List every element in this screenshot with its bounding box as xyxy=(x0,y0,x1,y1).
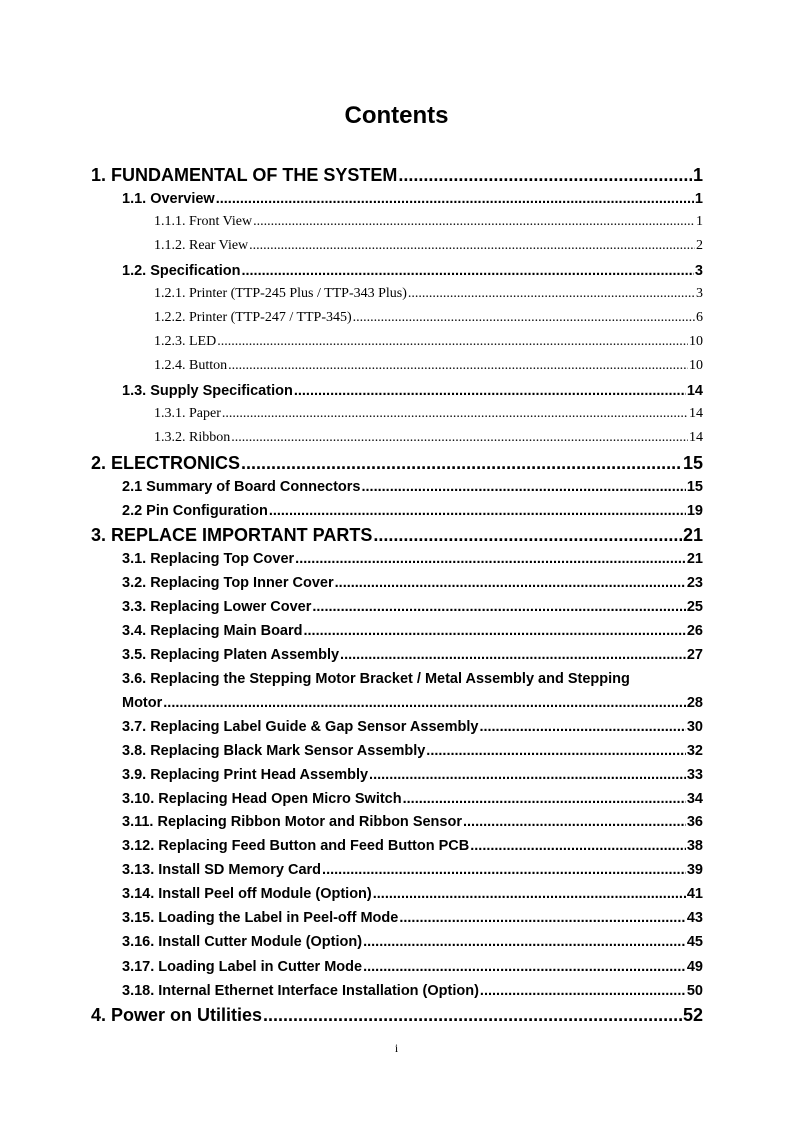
toc-entry-label: 3.13. Install SD Memory Card xyxy=(122,862,322,878)
toc-entry-page: 14 xyxy=(689,430,703,445)
toc-entry-subsection-1-1-1[interactable] xyxy=(154,212,703,232)
toc-entry-subsection-1-3-2[interactable] xyxy=(154,428,703,448)
toc-entry-section-3-3[interactable] xyxy=(122,597,703,617)
toc-entry-label: 1.1.2. Rear View xyxy=(154,238,249,253)
toc-entry-page: 3 xyxy=(694,263,703,279)
toc-entry-section-3-10[interactable] xyxy=(122,789,703,809)
toc-entry-page: 21 xyxy=(686,551,703,567)
toc-entry-section-3-1[interactable] xyxy=(122,549,703,569)
toc-entry-section-1-2[interactable] xyxy=(122,261,703,281)
toc-entry-subsection-1-3-1[interactable] xyxy=(154,404,703,424)
toc-entry-label: 3.6. Replacing the Stepping Motor Bracket / Metal Assembly and Stepping xyxy=(122,671,630,687)
toc-entry-label: 1.2.4. Button xyxy=(154,358,228,373)
toc-entry-label: 1. FUNDAMENTAL OF THE SYSTEM xyxy=(91,165,398,185)
toc-entry-page: 25 xyxy=(686,599,703,615)
toc-entry-label: 3.9. Replacing Print Head Assembly xyxy=(122,767,369,783)
toc-entry-section-3-16[interactable] xyxy=(122,932,703,952)
toc-entry-label: 3.4. Replacing Main Board xyxy=(122,623,303,639)
toc-entry-section-1-3[interactable] xyxy=(122,381,703,401)
toc-entry-section-3-4[interactable] xyxy=(122,621,703,641)
toc-entry-chapter-2[interactable] xyxy=(91,452,703,474)
toc-entry-section-3-6-line1[interactable] xyxy=(122,669,630,689)
dot-leader xyxy=(479,717,685,737)
toc-entry-section-3-13[interactable] xyxy=(122,860,703,880)
toc-entry-page: 27 xyxy=(686,647,703,663)
dot-leader xyxy=(217,332,688,352)
dot-leader xyxy=(216,189,694,209)
toc-entry-page: 34 xyxy=(686,791,703,807)
dot-leader xyxy=(369,765,686,785)
dot-leader xyxy=(480,981,686,1001)
toc-entry-page: 26 xyxy=(686,623,703,639)
dot-leader xyxy=(312,597,685,617)
toc-entry-label: 3.12. Replacing Feed Button and Feed Button PCB xyxy=(122,838,470,854)
toc-entry-section-1-1[interactable] xyxy=(122,189,703,209)
toc-entry-page: 2 xyxy=(696,238,703,253)
toc-entry-section-3-5[interactable] xyxy=(122,645,703,665)
dot-leader xyxy=(263,1004,682,1026)
dot-leader xyxy=(253,212,695,232)
toc-entry-page: 39 xyxy=(686,862,703,878)
dot-leader xyxy=(322,860,686,880)
dot-leader xyxy=(363,957,686,977)
toc-entry-page: 50 xyxy=(686,983,703,999)
toc-entry-page: 38 xyxy=(686,838,703,854)
dot-leader xyxy=(373,524,682,546)
toc-entry-label: 1.2. Specification xyxy=(122,263,241,279)
toc-entry-label: 3.8. Replacing Black Mark Sensor Assembly xyxy=(122,743,426,759)
toc-entry-page: 3 xyxy=(696,286,703,301)
toc-entry-subsection-1-2-4[interactable] xyxy=(154,356,703,376)
toc-entry-label: 2.2 Pin Configuration xyxy=(122,503,268,519)
toc-entry-page: 19 xyxy=(686,503,703,519)
toc-entry-label: 2.1 Summary of Board Connectors xyxy=(122,479,361,495)
toc-entry-page: 1 xyxy=(694,191,703,207)
toc-entry-page: 45 xyxy=(686,934,703,950)
toc-entry-subsection-1-2-1[interactable] xyxy=(154,284,703,304)
dot-leader xyxy=(335,573,686,593)
toc-entry-section-3-15[interactable] xyxy=(122,908,703,928)
toc-entry-section-3-18[interactable] xyxy=(122,981,703,1001)
toc-entry-section-3-9[interactable] xyxy=(122,765,703,785)
toc-entry-section-3-12[interactable] xyxy=(122,836,703,856)
toc-entry-chapter-3[interactable] xyxy=(91,524,703,546)
toc-entry-page: 32 xyxy=(686,743,703,759)
dot-leader xyxy=(241,452,682,474)
dot-leader xyxy=(426,741,686,761)
toc-entry-chapter-4[interactable] xyxy=(91,1004,703,1026)
toc-entry-subsection-1-2-2[interactable] xyxy=(154,308,703,328)
toc-entry-label: 3.18. Internal Ethernet Interface Installation (Option) xyxy=(122,983,479,999)
dot-leader xyxy=(340,645,686,665)
dot-leader xyxy=(463,812,686,832)
dot-leader xyxy=(269,501,686,521)
toc-entry-label: 3.1. Replacing Top Cover xyxy=(122,551,295,567)
dot-leader xyxy=(362,477,686,497)
dot-leader xyxy=(408,284,695,304)
toc-entry-label: 3.10. Replacing Head Open Micro Switch xyxy=(122,791,402,807)
toc-entry-label: 3.7. Replacing Label Guide & Gap Sensor Assembly xyxy=(122,719,479,735)
toc-entry-label: 1.1.1. Front View xyxy=(154,214,253,229)
toc-entry-section-2-2[interactable] xyxy=(122,501,703,521)
toc-entry-label: 1.3.1. Paper xyxy=(154,406,221,421)
toc-entry-page: 15 xyxy=(686,479,703,495)
toc-entry-label: 3. REPLACE IMPORTANT PARTS xyxy=(91,525,373,545)
toc-entry-label: 2. ELECTRONICS xyxy=(91,453,241,473)
toc-entry-label: 3.15. Loading the Label in Peel-off Mode xyxy=(122,910,399,926)
toc-entry-page: 36 xyxy=(686,814,703,830)
toc-entry-page: 43 xyxy=(686,910,703,926)
toc-entry-page: 41 xyxy=(686,886,703,902)
toc-entry-label: 3.2. Replacing Top Inner Cover xyxy=(122,575,334,591)
toc-entry-page: 14 xyxy=(686,383,703,399)
toc-entry-section-3-6[interactable] xyxy=(122,693,703,713)
dot-leader xyxy=(222,404,688,424)
toc-entry-label: 3.17. Loading Label in Cutter Mode xyxy=(122,959,363,975)
toc-entry-section-3-7[interactable] xyxy=(122,717,703,737)
toc-entry-page: 1 xyxy=(696,214,703,229)
toc-entry-label: 1.1. Overview xyxy=(122,191,215,207)
toc-entry-label: 1.2.2. Printer (TTP-247 / TTP-345) xyxy=(154,310,352,325)
dot-leader xyxy=(399,908,686,928)
toc-entry-page: 49 xyxy=(686,959,703,975)
toc-entry-page: 30 xyxy=(686,719,703,735)
dot-leader xyxy=(398,164,692,186)
toc-entry-label: 3.3. Replacing Lower Cover xyxy=(122,599,312,615)
dot-leader xyxy=(241,261,693,281)
toc-entry-page: 23 xyxy=(686,575,703,591)
toc-entry-label: 1.3.2. Ribbon xyxy=(154,430,231,445)
dot-leader xyxy=(294,381,686,401)
toc-entry-page: 52 xyxy=(682,1005,703,1025)
toc-entry-chapter-1[interactable] xyxy=(91,164,703,186)
dot-leader xyxy=(231,428,688,448)
toc-entry-section-2-1[interactable] xyxy=(122,477,703,497)
toc-entry-subsection-1-2-3[interactable] xyxy=(154,332,703,352)
toc-entry-label-continued: Motor xyxy=(122,695,163,711)
dot-leader xyxy=(403,789,686,809)
dot-leader xyxy=(470,836,686,856)
toc-entry-page: 6 xyxy=(696,310,703,325)
toc-entry-page: 10 xyxy=(689,334,703,349)
dot-leader xyxy=(249,236,695,256)
toc-entry-label: 3.14. Install Peel off Module (Option) xyxy=(122,886,372,902)
dot-leader xyxy=(228,356,688,376)
toc-entry-label: 3.16. Install Cutter Module (Option) xyxy=(122,934,363,950)
toc-entry-page: 28 xyxy=(686,695,703,711)
dot-leader xyxy=(373,884,686,904)
toc-entry-section-3-14[interactable] xyxy=(122,884,703,904)
toc-entry-section-3-2[interactable] xyxy=(122,573,703,593)
toc-entry-label: 3.11. Replacing Ribbon Motor and Ribbon Sensor xyxy=(122,814,462,830)
toc-entry-section-3-17[interactable] xyxy=(122,957,703,977)
page-number-footer: i xyxy=(394,1041,399,1055)
toc-entry-page: 21 xyxy=(682,525,703,545)
toc-entry-label: 4. Power on Utilities xyxy=(91,1005,263,1025)
toc-entry-label: 1.2.1. Printer (TTP-245 Plus / TTP-343 Plus) xyxy=(154,286,407,301)
toc-entry-section-3-11[interactable] xyxy=(122,812,703,832)
toc-entry-page: 33 xyxy=(686,767,703,783)
dot-leader xyxy=(163,693,686,713)
toc-entry-section-3-8[interactable] xyxy=(122,741,703,761)
toc-entry-page: 10 xyxy=(689,358,703,373)
toc-entry-subsection-1-1-2[interactable] xyxy=(154,236,703,256)
toc-entry-page: 1 xyxy=(692,165,703,185)
dot-leader xyxy=(363,932,686,952)
toc-entry-page: 15 xyxy=(682,453,703,473)
dot-leader xyxy=(304,621,686,641)
toc-entry-page: 14 xyxy=(689,406,703,421)
toc-entry-label: 1.3. Supply Specification xyxy=(122,383,293,399)
page-title: Contents xyxy=(344,102,449,129)
dot-leader xyxy=(353,308,695,328)
toc-entry-label: 3.5. Replacing Platen Assembly xyxy=(122,647,340,663)
dot-leader xyxy=(295,549,686,569)
toc-entry-label: 1.2.3. LED xyxy=(154,334,217,349)
